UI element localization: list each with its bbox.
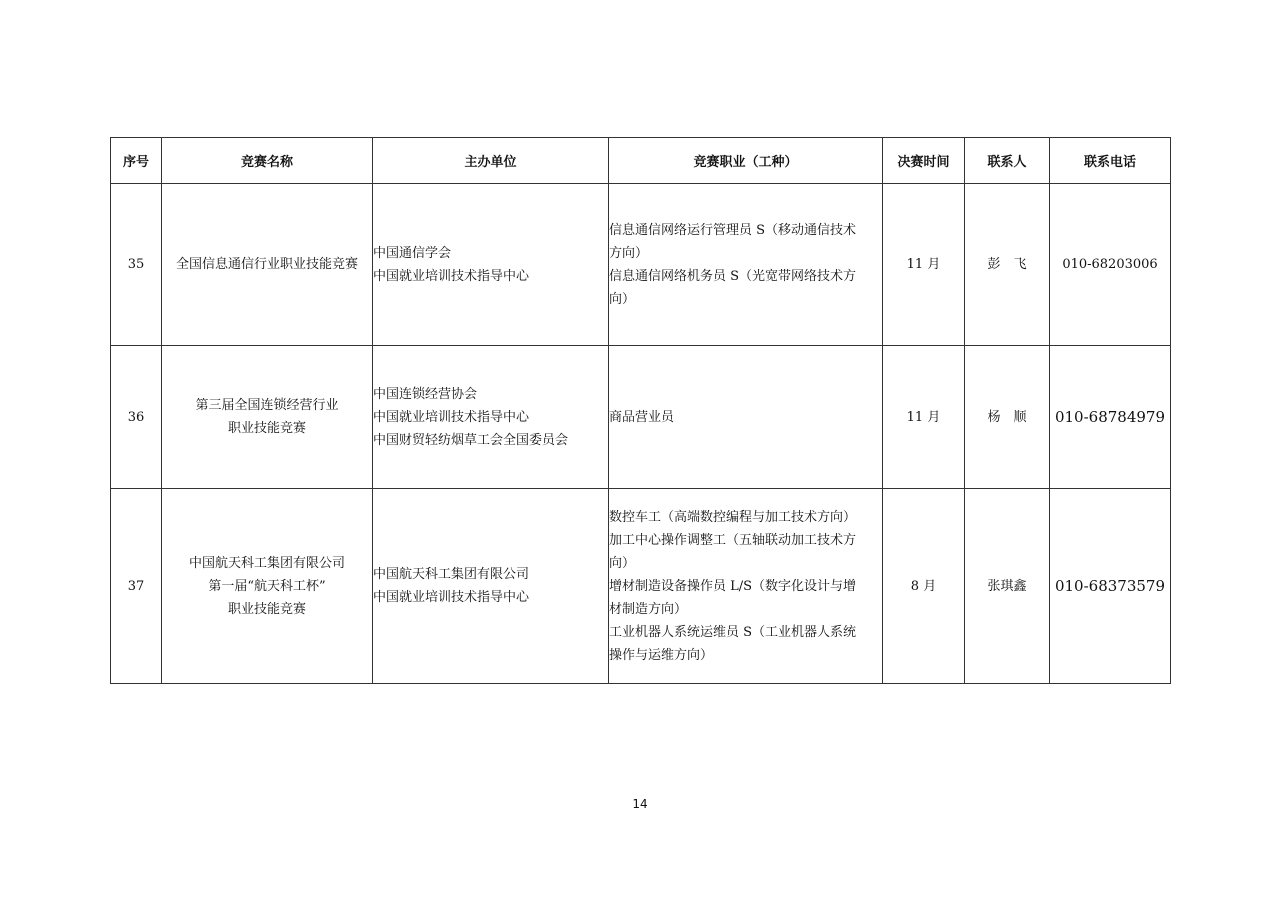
cell-phone: 010-68203006 bbox=[1050, 184, 1171, 346]
header-seq: 序号 bbox=[111, 138, 162, 184]
cell-occupation bbox=[609, 489, 883, 684]
cell-name bbox=[162, 184, 373, 346]
cell-seq: 36 bbox=[111, 346, 162, 489]
cell-name bbox=[162, 489, 373, 684]
occupation-line: 向） bbox=[609, 291, 636, 307]
organizer-line: 中国通信学会 bbox=[373, 245, 452, 261]
occupation-line: 操作与运维方向） bbox=[609, 647, 714, 663]
header-organizer: 主办单位 bbox=[373, 138, 609, 184]
header-contact: 联系人 bbox=[965, 138, 1050, 184]
name-line: 第三届全国连锁经营行业 bbox=[195, 398, 339, 413]
cell-final-time: 8 月 bbox=[883, 489, 965, 684]
occupation-line: 增材制造设备操作员 L/S（数字化设计与增 bbox=[609, 578, 857, 594]
cell-organizer bbox=[373, 346, 609, 489]
occupation-line: 商品营业员 bbox=[609, 409, 675, 425]
name-line: 全国信息通信行业职业技能竞赛 bbox=[175, 257, 358, 272]
cell-organizer bbox=[373, 489, 609, 684]
cell-phone: 010-68784979 bbox=[1050, 346, 1171, 489]
occupation-line: 向） bbox=[609, 555, 636, 571]
occupation-line: 加工中心操作调整工（五轴联动加工技术方 bbox=[609, 532, 857, 548]
name-line: 第一届“航天科工杯” bbox=[208, 578, 326, 594]
organizer-line: 中国连锁经营协会 bbox=[373, 386, 478, 402]
header-row bbox=[111, 138, 1171, 184]
cell-final-time: 11 月 bbox=[883, 346, 965, 489]
header-occupation: 竞赛职业（工种） bbox=[609, 138, 883, 184]
cell-contact: 彭 飞 bbox=[965, 184, 1050, 346]
cell-contact: 张琪鑫 bbox=[965, 489, 1050, 684]
name-line: 职业技能竞赛 bbox=[227, 421, 306, 436]
cell-seq: 35 bbox=[111, 184, 162, 346]
occupation-line: 工业机器人系统运维员 S（工业机器人系统 bbox=[609, 624, 857, 640]
organizer-line: 中国就业培训技术指导中心 bbox=[373, 590, 530, 605]
occupation-line: 方向） bbox=[609, 245, 649, 261]
occupation-line: 数控车工（高端数控编程与加工技术方向） bbox=[609, 509, 857, 525]
header-final-time: 决赛时间 bbox=[883, 138, 965, 184]
occupation-line: 信息通信网络运行管理员 S（移动通信技术 bbox=[609, 222, 857, 238]
organizer-line: 中国财贸轻纺烟草工会全国委员会 bbox=[373, 432, 569, 448]
name-line: 中国航天科工集团有限公司 bbox=[188, 555, 345, 571]
cell-organizer bbox=[373, 184, 609, 346]
cell-name bbox=[162, 346, 373, 489]
name-line: 职业技能竞赛 bbox=[227, 601, 306, 617]
cell-seq: 37 bbox=[111, 489, 162, 684]
organizer-line: 中国航天科工集团有限公司 bbox=[373, 567, 530, 582]
header-phone: 联系电话 bbox=[1050, 138, 1171, 184]
organizer-line: 中国就业培训技术指导中心 bbox=[373, 268, 530, 284]
page-number: 14 bbox=[632, 797, 648, 811]
organizer-line: 中国就业培训技术指导中心 bbox=[373, 409, 530, 425]
table-row bbox=[111, 346, 1171, 489]
table-row bbox=[111, 184, 1171, 346]
occupation-line: 材制造方向） bbox=[609, 601, 688, 617]
competition-table bbox=[110, 137, 1171, 684]
cell-final-time: 11 月 bbox=[883, 184, 965, 346]
header-name: 竞赛名称 bbox=[162, 138, 373, 184]
cell-occupation bbox=[609, 184, 883, 346]
cell-occupation bbox=[609, 346, 883, 489]
cell-contact: 杨 顺 bbox=[965, 346, 1050, 489]
cell-phone: 010-68373579 bbox=[1050, 489, 1171, 684]
table-row bbox=[111, 489, 1171, 684]
occupation-line: 信息通信网络机务员 S（光宽带网络技术方 bbox=[609, 268, 857, 284]
